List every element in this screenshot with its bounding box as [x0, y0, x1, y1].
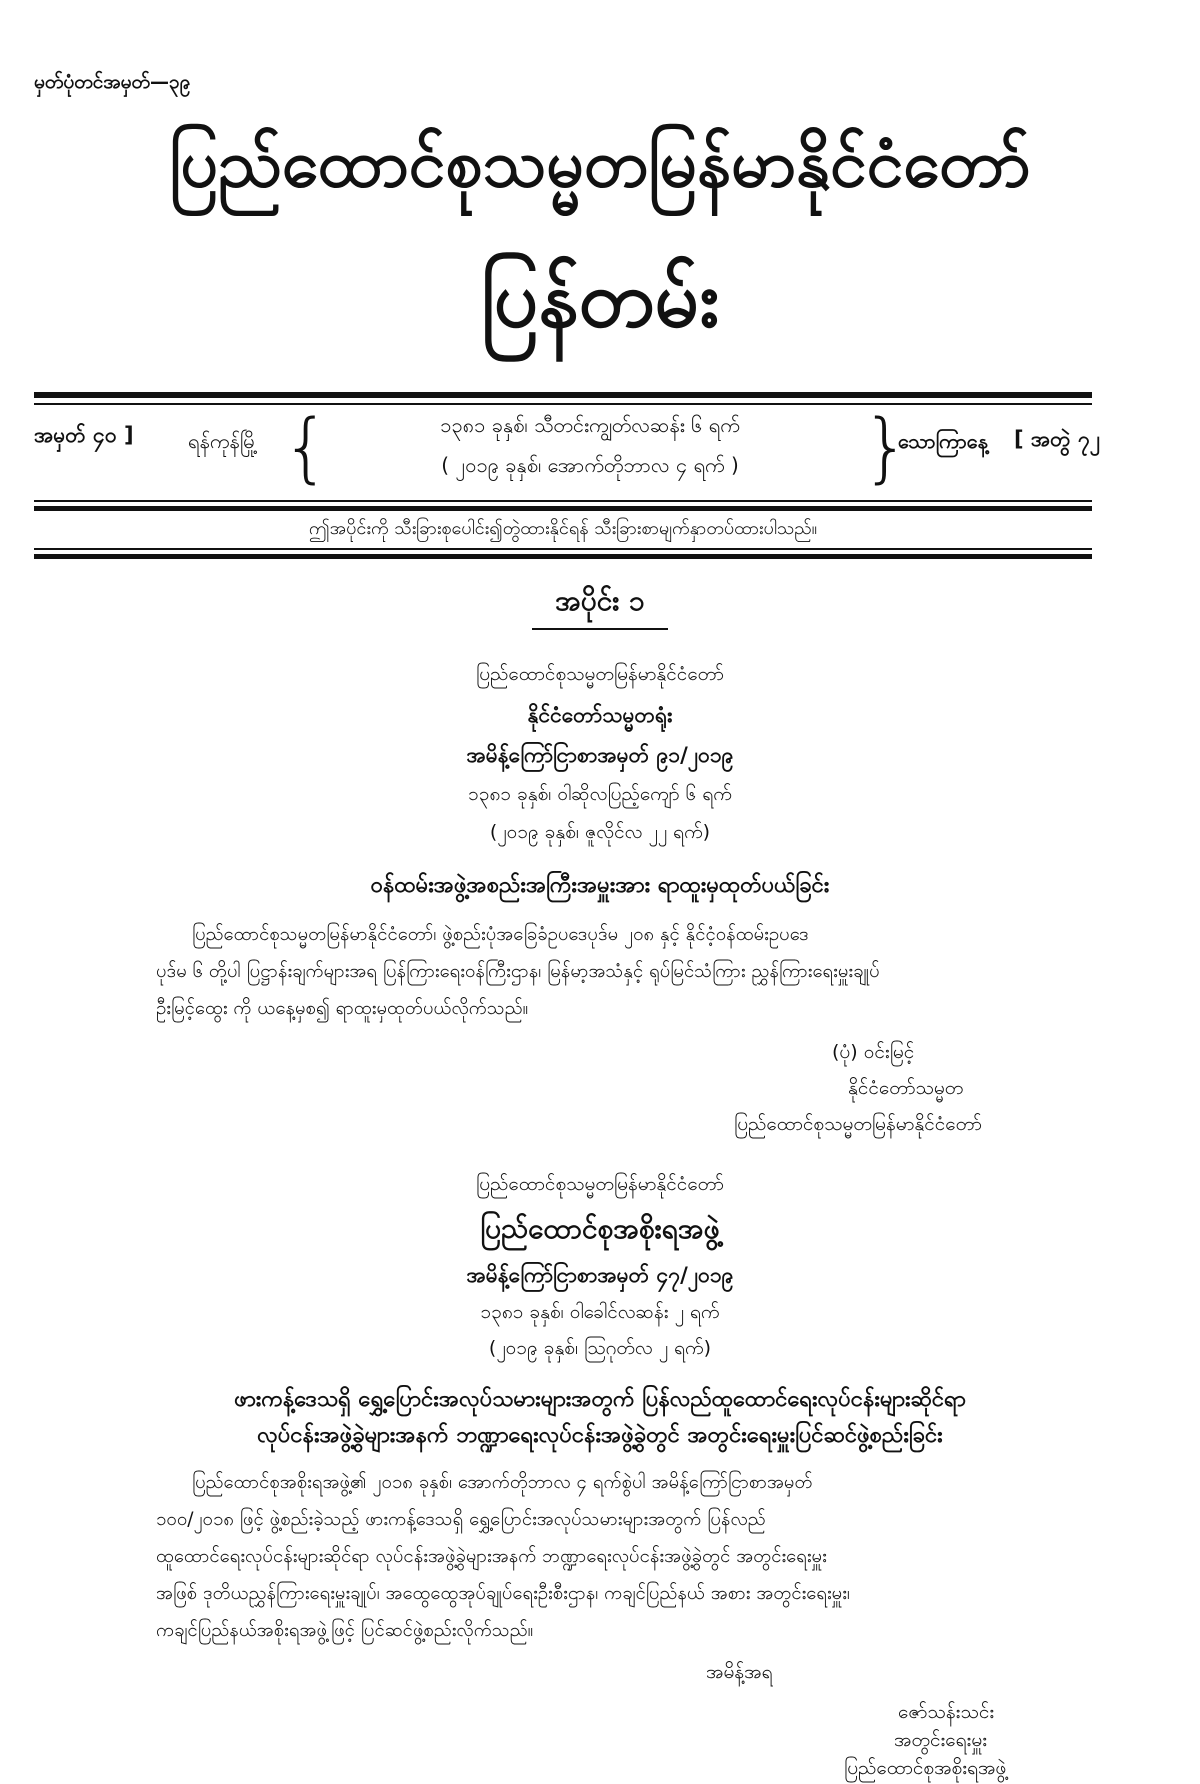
- gazette-government-title: ပြည်ထောင်စုသမ္မတမြန်မာနိုင်ငံတော်: [169, 125, 1031, 202]
- notice2-office: ပြည်ထောင်စုအစိုးရအဖွဲ့: [480, 1212, 720, 1245]
- right-brace: }: [862, 402, 911, 491]
- part-heading: အပိုင်း ၁: [555, 584, 645, 617]
- middle-rule-thin: [34, 500, 1092, 502]
- notice2-date-gregorian: (၂၀၁၉ ခုနှစ်၊ ဩဂုတ်လ ၂ ရက်): [488, 1337, 712, 1359]
- notice2-signature-name: ဇော်သန်းသင်း: [898, 1701, 995, 1723]
- notice1-body-line: ပြည်ထောင်စုသမ္မတမြန်မာနိုင်ငံတော်၊ ဖွဲ့စည်းပုံအခြေခံဥပဒေပုဒ်မ ၂၀၈ နှင့် နိုင်ငံ့ဝန်ထမ်းဥပဒေ: [192, 924, 809, 945]
- notice1-order-number: အမိန့်ကြော်ငြာစာအမှတ် ၉၁/၂၀၁၉: [466, 743, 734, 767]
- notice2-subject-line2: လုပ်ငန်းအဖွဲ့ခွဲများအနက် ဘဏ္ဍာရေးလုပ်ငန်းအဖွဲ့ခွဲတွင် အတွင်းရေးမှူးပြင်ဆင်ဖွဲ့စည်းခြင်း: [257, 1423, 943, 1448]
- notice2-signature-org: ပြည်ထောင်စုအစိုးရအဖွဲ့: [844, 1757, 1007, 1779]
- top-rule-thick: [34, 392, 1092, 398]
- notice2-body-line: ၁၀၀/၂၀၁၈ ဖြင့် ဖွဲ့စည်းခဲ့သည့် ဖားကန့်ဒေသရှိ ရွှေ့ပြောင်းအလုပ်သမားများအတွက် ပြန်လည်: [156, 1509, 766, 1530]
- notice1-subject: ဝန်ထမ်းအဖွဲ့အစည်းအကြီးအမှူးအား ရာထူးမှထုတ်ပယ်ခြင်း: [370, 873, 830, 898]
- issue-volume: [ အတွဲ ၇၂: [1014, 427, 1101, 451]
- notice2-body-line: ထူထောင်ရေးလုပ်ငန်းများဆိုင်ရာ လုပ်ငန်းအဖွဲ့ခွဲများအနက် ဘဏ္ဍာရေးလုပ်ငန်းအဖွဲ့ခွဲတွင် အတွင်းရေးမှူး: [156, 1546, 827, 1567]
- left-brace: {: [282, 402, 331, 491]
- gazette-title: ပြန်တမ်း: [480, 255, 720, 345]
- notice1-government: ပြည်ထောင်စုသမ္မတမြန်မာနိုင်ငံတော်: [476, 663, 724, 685]
- notice2-order-number: အမိန့်ကြော်ငြာစာအမှတ် ၄၇/၂၀၁၉: [466, 1263, 734, 1287]
- middle-rule-thick: [34, 506, 1092, 511]
- top-rule-thin: [34, 403, 1092, 405]
- notice1-body-line: ပုဒ်မ ၆ တို့ပါ ပြဋ္ဌာန်းချက်များအရ ပြန်ကြားရေးဝန်ကြီးဌာန၊ မြန်မာ့အသံနှင့် ရုပ်မြင်သံကြား ညွှန်ကြားရေးမှူးချုပ်: [156, 961, 880, 982]
- notice1-office: နိုင်ငံတော်သမ္မတရုံး: [527, 703, 673, 727]
- issue-weekday: သောကြာနေ့: [898, 429, 988, 453]
- notice2-body-line: အဖြစ် ဒုတိယညွှန်ကြားရေးမှူးချုပ်၊ အထွေထွေအုပ်ချုပ်ရေးဦးစီးဌာန၊ ကချင်ပြည်နယ် အစား အတွင်းရေးမှူး၊: [156, 1583, 850, 1604]
- bottom-rule-thin: [34, 548, 1092, 550]
- notice2-date-myanmar: ၁၃၈၁ ခုနှစ်၊ ဝါခေါင်လဆန်း ၂ ရက်: [480, 1301, 720, 1323]
- notice1-body: [156, 916, 1094, 1027]
- notice1-signature-name: (ပုံ) ဝင်းမြင့်: [832, 1041, 915, 1063]
- notice2-body: [156, 1464, 1094, 1649]
- notice2-body-line: ပြည်ထောင်စုအစိုးရအဖွဲ့၏ ၂၀၁၈ ခုနှစ်၊ အောက်တိုဘာလ ၄ ရက်စွဲပါ အမိန့်ကြော်ငြာစာအမှတ်: [192, 1472, 813, 1493]
- notice1-body-line: ဦးမြင့်ထွေး ကို ယနေ့မှစ၍ ရာထူးမှထုတ်ပယ်လိုက်သည်။: [156, 998, 529, 1019]
- issue-city: ရန်ကုန်မြို့: [188, 429, 258, 453]
- notice2-subject-line1: ဖားကန့်ဒေသရှိ ရွှေ့ပြောင်းအလုပ်သမားများအတွက် ပြန်လည်ထူထောင်ရေးလုပ်ငန်းများဆိုင်ရာ: [234, 1387, 966, 1412]
- bottom-rule-thick: [34, 554, 1092, 559]
- notice1-date-myanmar: ၁၃၈၁ ခုနှစ်၊ ဝါဆိုလပြည့်ကျော် ၆ ရက်: [468, 783, 732, 805]
- registration-number: မှတ်ပုံတင်အမှတ်—၃၉: [34, 71, 191, 93]
- part-heading-underline: [532, 628, 668, 630]
- separate-section-note: ဤအပိုင်းကို သီးခြားစုပေါင်း၍တွဲထားနိုင်ရန် သီးခြားစာမျက်နှာတပ်ထားပါသည်။: [308, 518, 818, 539]
- notice1-signature-org: ပြည်ထောင်စုသမ္မတမြန်မာနိုင်ငံတော်: [734, 1113, 982, 1135]
- notice2-government: ပြည်ထောင်စုသမ္မတမြန်မာနိုင်ငံတော်: [476, 1173, 724, 1195]
- notice1-signature-title: နိုင်ငံတော်သမ္မတ: [848, 1077, 964, 1099]
- notice2-by-order: အမိန့်အရ: [706, 1661, 773, 1683]
- issue-number: အမှတ် ၄၀ ]: [34, 423, 134, 447]
- notice1-date-gregorian: (၂၀၁၉ ခုနှစ်၊ ဇူလိုင်လ ၂၂ ရက်): [489, 821, 711, 843]
- notice2-signature-title: အတွင်းရေးမှူး: [894, 1729, 988, 1751]
- issue-date-myanmar: ၁၃၈၁ ခုနှစ်၊ သီတင်းကျွတ်လဆန်း ၆ ရက်: [440, 413, 740, 437]
- issue-date-gregorian: ( ၂၀၁၉ ခုနှစ်၊ အောက်တိုဘာလ ၄ ရက် ): [441, 453, 739, 477]
- notice2-body-line: ကချင်ပြည်နယ်အစိုးရအဖွဲ့ဖြင့် ပြင်ဆင်ဖွဲ့စည်းလိုက်သည်။: [156, 1620, 534, 1641]
